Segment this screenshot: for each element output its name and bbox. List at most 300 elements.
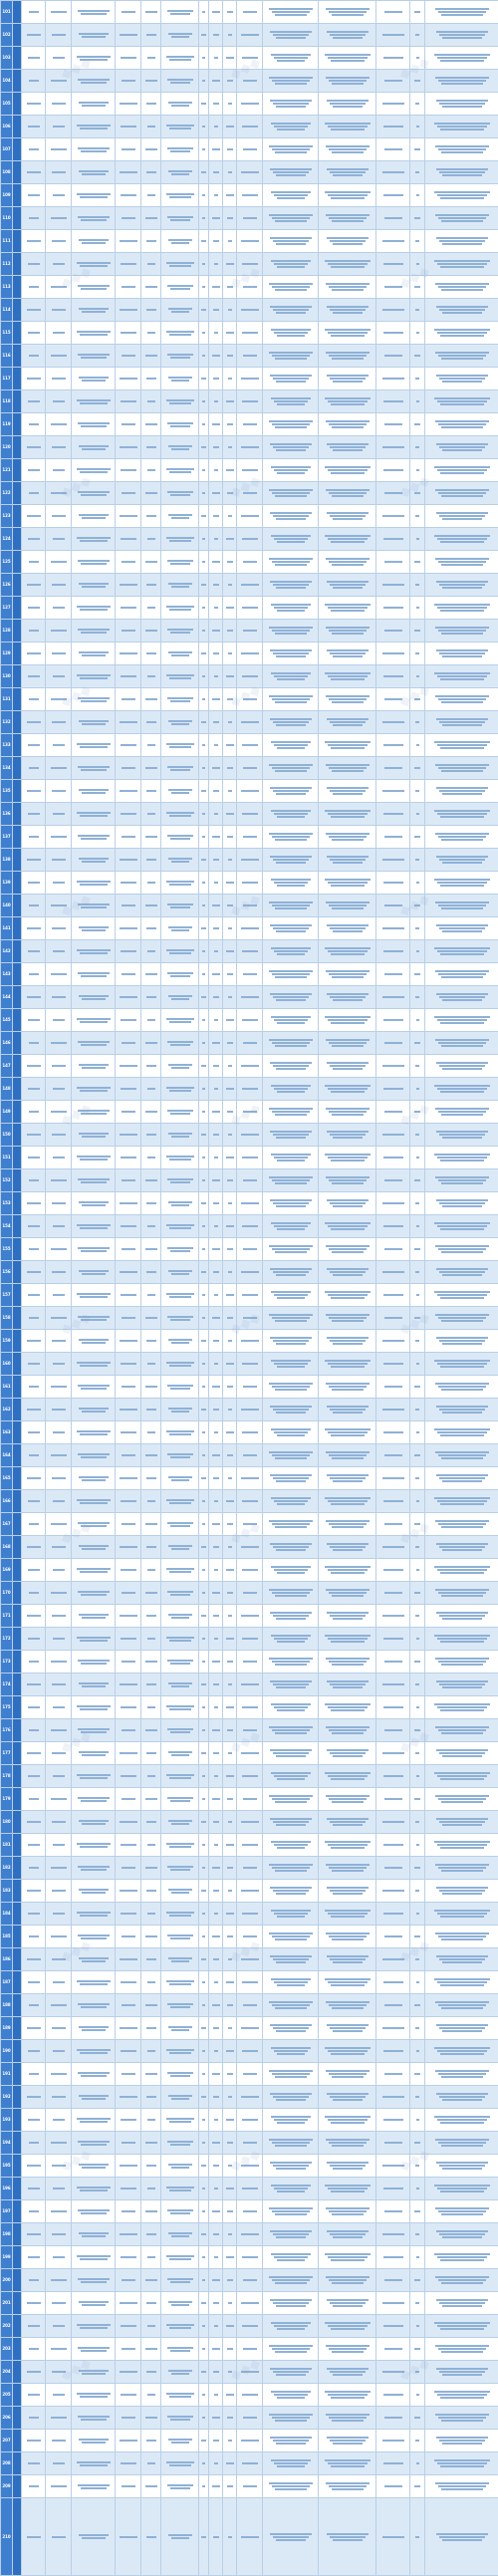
text-placeholder	[435, 420, 489, 422]
text-placeholder	[81, 2144, 107, 2146]
text-placeholder	[171, 792, 189, 794]
text-placeholder	[330, 1958, 366, 1960]
text-placeholder	[145, 973, 157, 975]
text-placeholder	[122, 1661, 135, 1663]
text-placeholder	[167, 422, 193, 424]
table-cell	[425, 917, 498, 940]
row-side-stripe	[13, 1421, 22, 1444]
text-placeholder	[79, 2370, 109, 2372]
text-placeholder	[330, 652, 366, 654]
table-cell	[46, 2498, 72, 2576]
text-placeholder	[328, 1225, 368, 1227]
text-placeholder	[434, 1291, 490, 1293]
text-placeholder	[28, 126, 40, 128]
text-placeholder	[438, 217, 486, 219]
text-placeholder	[228, 1134, 232, 1136]
text-placeholder	[276, 2539, 306, 2541]
text-placeholder	[52, 1202, 66, 1204]
text-placeholder	[171, 311, 189, 313]
text-placeholder	[269, 2207, 313, 2209]
table-cell	[199, 1994, 209, 2017]
text-placeholder	[438, 11, 486, 13]
table-cell	[116, 459, 141, 482]
table-cell	[116, 184, 141, 207]
table-cell	[116, 116, 141, 138]
table-cell	[22, 963, 46, 986]
table-cell	[209, 665, 223, 688]
text-placeholder	[383, 194, 403, 196]
text-placeholder	[167, 2484, 193, 2486]
table-row	[1, 230, 498, 253]
text-placeholder	[271, 1222, 311, 1224]
text-placeholder	[326, 1451, 370, 1453]
text-placeholder	[276, 2305, 306, 2307]
text-placeholder	[442, 518, 482, 520]
text-placeholder	[434, 1497, 490, 1499]
text-placeholder	[242, 2462, 258, 2464]
table-cell	[72, 1536, 116, 1559]
text-placeholder	[170, 1663, 190, 1665]
table-cell	[22, 872, 46, 895]
text-placeholder	[434, 672, 490, 674]
table-cell	[319, 1330, 376, 1353]
text-placeholder	[383, 1981, 403, 1983]
table-cell	[425, 2200, 498, 2223]
table-cell	[376, 688, 410, 711]
text-placeholder	[122, 904, 135, 906]
text-placeholder	[77, 1362, 111, 1364]
row-number: 118	[1, 390, 13, 413]
text-placeholder	[442, 2305, 482, 2307]
text-placeholder	[414, 561, 420, 563]
text-placeholder	[145, 2417, 157, 2419]
text-placeholder	[384, 630, 402, 632]
table-cell	[161, 574, 199, 597]
text-placeholder	[384, 561, 402, 563]
table-cell	[46, 1834, 72, 1857]
text-placeholder	[52, 1065, 66, 1067]
text-placeholder	[241, 1890, 259, 1892]
table-cell	[237, 1078, 263, 1101]
row-side-stripe	[13, 1788, 22, 1811]
table-cell	[141, 665, 161, 688]
text-placeholder	[51, 1798, 67, 1800]
text-placeholder	[122, 767, 135, 769]
table-cell	[209, 2086, 223, 2109]
text-placeholder	[51, 561, 67, 563]
text-placeholder	[382, 2096, 404, 2098]
table-cell	[141, 643, 161, 665]
table-cell	[223, 1078, 237, 1101]
text-placeholder	[435, 1658, 489, 1660]
table-cell	[72, 1490, 116, 1513]
table-cell	[46, 1490, 72, 1513]
text-placeholder	[242, 675, 258, 677]
table-cell	[161, 1169, 199, 1192]
text-placeholder	[52, 309, 66, 311]
text-placeholder	[327, 1474, 369, 1476]
text-placeholder	[382, 2233, 404, 2235]
table-cell	[199, 2223, 209, 2246]
text-placeholder	[438, 2348, 486, 2350]
text-placeholder	[415, 1890, 419, 1892]
table-cell	[116, 1421, 141, 1444]
table-cell	[376, 1101, 410, 1124]
table-row	[1, 1674, 498, 1696]
text-placeholder	[326, 970, 370, 972]
text-placeholder	[213, 171, 219, 173]
text-placeholder	[434, 1841, 490, 1843]
text-placeholder	[28, 2394, 40, 2396]
table-cell	[116, 1, 141, 24]
table-cell	[46, 276, 72, 299]
text-placeholder	[80, 1433, 108, 1435]
table-cell	[425, 665, 498, 688]
text-placeholder	[333, 2236, 363, 2238]
table-cell	[263, 826, 319, 849]
table-cell	[376, 368, 410, 390]
table-cell	[141, 24, 161, 47]
text-placeholder	[441, 2145, 483, 2147]
text-placeholder	[51, 1867, 67, 1869]
table-cell	[263, 505, 319, 528]
table-cell	[376, 1307, 410, 1330]
table-cell	[319, 390, 376, 413]
text-placeholder	[273, 927, 309, 929]
text-placeholder	[79, 1064, 109, 1066]
text-placeholder	[277, 2397, 305, 2399]
table-cell	[46, 620, 72, 643]
table-cell	[223, 2430, 237, 2452]
text-placeholder	[441, 220, 483, 222]
table-cell	[425, 1559, 498, 1582]
text-placeholder	[147, 2050, 155, 2052]
text-placeholder	[441, 633, 483, 635]
table-cell	[376, 1857, 410, 1880]
row-side-stripe	[13, 299, 22, 322]
text-placeholder	[383, 882, 403, 884]
table-cell	[22, 1948, 46, 1971]
text-placeholder	[330, 2302, 366, 2304]
text-placeholder	[82, 1411, 106, 1413]
table-cell	[199, 1124, 209, 1147]
text-placeholder	[435, 2414, 489, 2416]
table-cell	[425, 2109, 498, 2132]
text-placeholder	[166, 2324, 194, 2326]
table-cell	[72, 184, 116, 207]
text-placeholder	[228, 1202, 232, 1204]
text-placeholder	[243, 2417, 257, 2419]
table-cell	[46, 482, 72, 505]
text-placeholder	[384, 423, 402, 425]
text-placeholder	[272, 2142, 310, 2144]
text-placeholder	[435, 214, 489, 216]
table-cell	[237, 230, 263, 253]
text-placeholder	[51, 1661, 67, 1663]
table-cell	[376, 2200, 410, 2223]
text-placeholder	[169, 1433, 191, 1435]
text-placeholder	[146, 1409, 156, 1411]
text-placeholder	[434, 2253, 490, 2255]
text-placeholder	[170, 1937, 190, 1939]
text-placeholder	[333, 1549, 363, 1551]
text-placeholder	[29, 1523, 39, 1525]
table-cell	[410, 1330, 425, 1353]
table-cell	[161, 872, 199, 895]
text-placeholder	[242, 950, 258, 952]
text-placeholder	[167, 697, 193, 699]
table-cell	[46, 1147, 72, 1169]
row-number: 183	[1, 1880, 13, 1903]
text-placeholder	[441, 358, 483, 360]
text-placeholder	[122, 2485, 135, 2487]
text-placeholder	[327, 1199, 369, 1201]
table-cell	[223, 711, 237, 734]
text-placeholder	[212, 148, 220, 150]
text-placeholder	[79, 2164, 109, 2166]
text-placeholder	[332, 1870, 364, 1872]
text-placeholder	[325, 1154, 371, 1156]
table-cell	[425, 1719, 498, 1742]
table-cell	[199, 1261, 209, 1284]
table-cell	[237, 1926, 263, 1948]
text-placeholder	[384, 2142, 402, 2144]
table-cell	[141, 93, 161, 116]
text-placeholder	[79, 1889, 109, 1891]
text-placeholder	[121, 2325, 136, 2327]
text-placeholder	[213, 1134, 219, 1136]
row-side-stripe	[13, 2132, 22, 2155]
text-placeholder	[414, 80, 420, 82]
table-cell	[46, 1399, 72, 1421]
text-placeholder	[147, 1363, 155, 1365]
text-placeholder	[437, 2050, 487, 2052]
text-placeholder	[272, 1386, 310, 1388]
table-cell	[199, 2498, 209, 2576]
table-cell	[116, 2017, 141, 2040]
text-placeholder	[212, 2348, 220, 2350]
table-cell	[72, 93, 116, 116]
text-placeholder	[272, 973, 310, 975]
text-placeholder	[201, 34, 206, 36]
text-placeholder	[439, 1615, 485, 1617]
text-placeholder	[27, 2096, 41, 2098]
table-cell	[46, 1055, 72, 1078]
text-placeholder	[325, 1291, 371, 1293]
table-cell	[319, 1353, 376, 1376]
table-cell	[72, 1215, 116, 1238]
text-placeholder	[414, 767, 420, 769]
text-placeholder	[332, 2420, 364, 2422]
text-placeholder	[202, 1706, 205, 1708]
text-placeholder	[202, 1431, 205, 1433]
table-cell	[376, 1971, 410, 1994]
table-cell	[141, 2338, 161, 2361]
text-placeholder	[436, 100, 488, 102]
table-cell	[263, 2384, 319, 2407]
text-placeholder	[201, 1683, 206, 1685]
text-placeholder	[276, 381, 306, 383]
text-placeholder	[80, 59, 108, 61]
text-placeholder	[273, 2233, 309, 2235]
table-cell	[72, 1742, 116, 1765]
table-cell	[319, 2109, 376, 2132]
table-cell	[425, 1857, 498, 1880]
table-cell	[72, 2086, 116, 2109]
row-side-stripe	[13, 1169, 22, 1192]
text-placeholder	[441, 701, 483, 703]
table-cell	[425, 93, 498, 116]
text-placeholder	[202, 263, 205, 265]
text-placeholder	[202, 1638, 205, 1640]
table-cell	[376, 2475, 410, 2498]
table-cell	[72, 2269, 116, 2292]
table-cell	[410, 872, 425, 895]
text-placeholder	[383, 1775, 403, 1777]
row-number: 154	[1, 1215, 13, 1238]
text-placeholder	[226, 2325, 234, 2327]
table-cell	[199, 528, 209, 551]
table-row	[1, 1903, 498, 1926]
table-cell	[223, 1101, 237, 1124]
row-side-stripe	[13, 1651, 22, 1674]
text-placeholder	[416, 400, 419, 402]
table-cell	[376, 528, 410, 551]
table-cell	[116, 1215, 141, 1238]
text-placeholder	[81, 2075, 107, 2077]
table-cell	[72, 1696, 116, 1719]
text-placeholder	[415, 2371, 419, 2373]
table-cell	[116, 1719, 141, 1742]
text-placeholder	[77, 1912, 111, 1914]
text-placeholder	[80, 1090, 108, 1092]
table-cell	[237, 1719, 263, 1742]
table-cell	[161, 322, 199, 345]
row-side-stripe	[13, 2155, 22, 2178]
row-side-stripe	[13, 2109, 22, 2132]
text-placeholder	[441, 14, 483, 16]
table-cell	[319, 505, 376, 528]
table-cell	[22, 1559, 46, 1582]
table-cell	[263, 1605, 319, 1628]
table-cell	[209, 1444, 223, 1467]
text-placeholder	[121, 1019, 136, 1021]
text-placeholder	[243, 2073, 257, 2075]
text-placeholder	[81, 1869, 107, 1871]
text-placeholder	[166, 2393, 194, 2395]
text-placeholder	[29, 1798, 39, 1800]
table-cell	[410, 1651, 425, 1674]
table-cell	[376, 1284, 410, 1307]
table-cell	[237, 1994, 263, 2017]
table-cell	[209, 138, 223, 161]
text-placeholder	[120, 34, 137, 36]
text-placeholder	[276, 793, 306, 795]
text-placeholder	[333, 243, 363, 245]
text-placeholder	[275, 1114, 307, 1116]
table-cell	[199, 2269, 209, 2292]
table-cell	[223, 1284, 237, 1307]
row-number: 124	[1, 528, 13, 551]
table-cell	[161, 1009, 199, 1032]
table-cell	[263, 574, 319, 597]
table-cell	[46, 184, 72, 207]
text-placeholder	[415, 2027, 419, 2029]
table-cell	[223, 643, 237, 665]
text-placeholder	[333, 106, 363, 108]
table-cell	[161, 917, 199, 940]
text-placeholder	[326, 2139, 370, 2141]
row-side-stripe	[13, 1674, 22, 1696]
text-placeholder	[333, 174, 363, 176]
table-cell	[141, 2384, 161, 2407]
text-placeholder	[79, 1957, 109, 1959]
text-placeholder	[269, 833, 313, 835]
text-placeholder	[331, 1297, 365, 1299]
table-cell	[410, 1857, 425, 1880]
table-row	[1, 2017, 498, 2040]
text-placeholder	[332, 1457, 364, 1459]
text-placeholder	[270, 1818, 312, 1820]
text-placeholder	[226, 744, 234, 746]
text-placeholder	[325, 535, 371, 537]
text-placeholder	[201, 1821, 206, 1823]
table-cell	[376, 207, 410, 230]
text-placeholder	[277, 1434, 305, 1436]
text-placeholder	[29, 2485, 39, 2487]
table-cell	[209, 1078, 223, 1101]
text-placeholder	[53, 1844, 65, 1846]
table-cell	[319, 780, 376, 803]
text-placeholder	[78, 766, 110, 768]
table-cell	[319, 757, 376, 780]
table-cell	[410, 2338, 425, 2361]
table-cell	[425, 2246, 498, 2269]
table-cell	[141, 368, 161, 390]
text-placeholder	[51, 836, 67, 838]
table-cell	[72, 24, 116, 47]
table-cell	[199, 620, 209, 643]
text-placeholder	[28, 1294, 40, 1296]
text-placeholder	[146, 378, 156, 380]
text-placeholder	[212, 355, 220, 357]
row-side-stripe	[13, 2017, 22, 2040]
table-row	[1, 1261, 498, 1284]
table-cell	[199, 1421, 209, 1444]
table-cell	[425, 505, 498, 528]
text-placeholder	[212, 217, 220, 219]
text-placeholder	[435, 695, 489, 697]
text-placeholder	[269, 2001, 313, 2003]
text-placeholder	[272, 1248, 310, 1250]
text-placeholder	[272, 80, 310, 82]
text-placeholder	[169, 609, 191, 611]
text-placeholder	[28, 2119, 40, 2121]
table-cell	[161, 1788, 199, 1811]
text-placeholder	[241, 790, 259, 792]
text-placeholder	[331, 1984, 365, 1986]
table-cell	[141, 345, 161, 368]
table-row	[1, 436, 498, 459]
text-placeholder	[442, 381, 482, 383]
table-cell	[116, 207, 141, 230]
text-placeholder	[121, 2188, 136, 2190]
table-cell	[199, 1467, 209, 1490]
text-placeholder	[226, 126, 234, 128]
table-cell	[141, 1765, 161, 1788]
text-placeholder	[147, 1500, 155, 1502]
text-placeholder	[327, 100, 369, 102]
